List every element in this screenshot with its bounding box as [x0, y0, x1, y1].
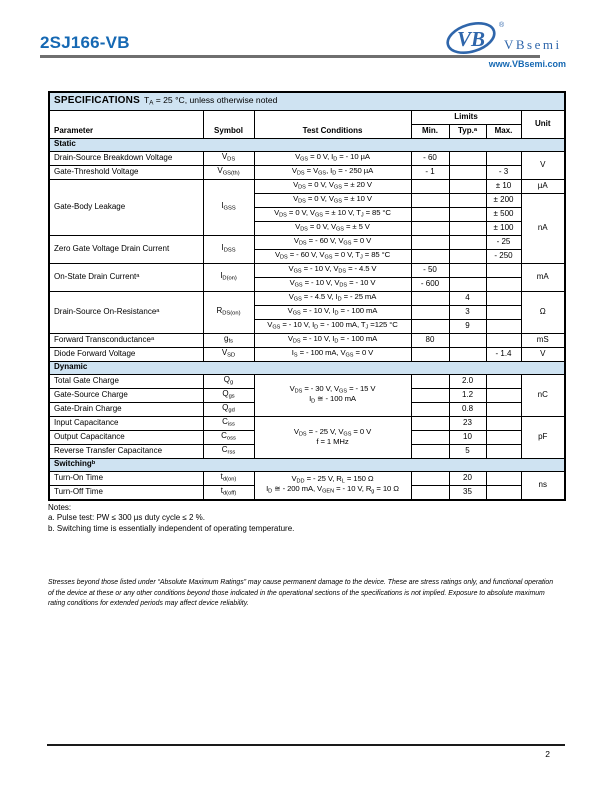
- cell-symbol: $t_{d(on)}$: [203, 471, 254, 485]
- section-row-dynamic: [49, 361, 565, 374]
- section-label: Static: [49, 138, 565, 151]
- cell-typ: [449, 179, 486, 193]
- cell-min: - 60: [411, 151, 449, 165]
- section-row-switching: [49, 458, 565, 471]
- cell-parameter: Reverse Transfer Capacitance: [49, 444, 203, 458]
- cell-conditions: $V_{DS}$ = - 25 V, $V_{GS} = 0$ V f = 1 MHz: [254, 416, 411, 458]
- cell-max: ± 100: [486, 221, 521, 235]
- cell-typ: 10: [449, 430, 486, 444]
- cell-typ: [449, 347, 486, 361]
- cell-parameter: Gate-Threshold Voltage: [49, 165, 203, 179]
- cell-max: [486, 485, 521, 500]
- cell-max: ± 500: [486, 207, 521, 221]
- cell-parameter: On-State Drain Current$^a$: [49, 263, 203, 291]
- notes-title: Notes:: [48, 502, 72, 512]
- cell-min: [411, 179, 449, 193]
- cell-conditions: $V_{DS} = 0$ V, $V_{GS}$ = ± 20 V: [254, 179, 411, 193]
- cell-unit: mS: [521, 333, 565, 347]
- cell-symbol: $V_{SD}$: [203, 347, 254, 361]
- cell-conditions: $V_{DS} = 0$ V, $V_{GS}$ = ± 10 V: [254, 193, 411, 207]
- table-title: SPECIFICATIONS: [54, 95, 140, 106]
- cell-max: [486, 430, 521, 444]
- cell-max: [486, 471, 521, 485]
- cell-min: [411, 374, 449, 388]
- cell-typ: 35: [449, 485, 486, 500]
- cell-conditions: $V_{DS} = 0$ V, $V_{GS}$ = ± 5 V: [254, 221, 411, 235]
- cell-parameter: Turn-Off Time: [49, 485, 203, 500]
- logo-monogram: VB: [457, 27, 486, 51]
- table-row: [49, 151, 565, 165]
- cell-min: [411, 388, 449, 402]
- cell-conditions: $V_{DS}$ = - 10 V, $I_D$ = - 100 mA: [254, 333, 411, 347]
- cell-unit: nC: [521, 374, 565, 416]
- cell-typ: 5: [449, 444, 486, 458]
- cell-conditions: $V_{DS} = 0$ V, $V_{GS}$ = ± 10 V, $T_J = 85$ °C: [254, 207, 411, 221]
- cell-typ: [449, 277, 486, 291]
- cell-max: [486, 319, 521, 333]
- col-header-max: Max.: [486, 124, 521, 138]
- section-label: Switching$^b$: [49, 458, 565, 471]
- table-row: [49, 416, 565, 430]
- table-row: [49, 333, 565, 347]
- cell-min: - 1: [411, 165, 449, 179]
- cell-typ: 23: [449, 416, 486, 430]
- cell-unit: V: [521, 151, 565, 179]
- cell-parameter: Gate-Body Leakage: [49, 179, 203, 235]
- cell-max: [486, 374, 521, 388]
- cell-symbol: $R_{DS(on)}$: [203, 291, 254, 333]
- cell-min: [411, 444, 449, 458]
- cell-unit: ns: [521, 471, 565, 500]
- cell-symbol: $C_{iss}$: [203, 416, 254, 430]
- cell-max: - 25: [486, 235, 521, 249]
- cell-min: [411, 471, 449, 485]
- cell-parameter: Gate-Drain Charge: [49, 402, 203, 416]
- cell-symbol: $I_{D(on)}$: [203, 263, 254, 291]
- cell-min: - 600: [411, 277, 449, 291]
- cell-symbol: $C_{rss}$: [203, 444, 254, 458]
- cell-unit: V: [521, 347, 565, 361]
- cell-min: - 50: [411, 263, 449, 277]
- cell-min: [411, 402, 449, 416]
- cell-symbol: $g_{fs}$: [203, 333, 254, 347]
- cell-max: [486, 291, 521, 305]
- cell-conditions: $V_{GS}$ = - 10 V, $I_D$ = - 100 mA, $T_J =125$ °C: [254, 319, 411, 333]
- table-subtitle: $T_A = 25$ °C, unless otherwise noted: [143, 95, 278, 107]
- cell-symbol: $Q_g$: [203, 374, 254, 388]
- cell-typ: [449, 151, 486, 165]
- col-header-test-conditions: Test Conditions: [254, 110, 411, 138]
- cell-max: [486, 402, 521, 416]
- table-row: [49, 374, 565, 388]
- cell-max: [486, 416, 521, 430]
- part-number-title: 2SJ166-VB: [40, 33, 130, 52]
- vbsemi-logo-icon: [444, 18, 568, 58]
- col-header-unit: Unit: [521, 110, 565, 138]
- note-a: a. Pulse test: PW ≤ 300 µs duty cycle ≤ 2 %.: [48, 513, 206, 523]
- cell-conditions: $V_{GS}$ = - 10 V, $V_{DS}$ = - 10 V: [254, 277, 411, 291]
- col-header-limits: Limits: [411, 110, 521, 124]
- cell-min: [411, 207, 449, 221]
- cell-typ: 4: [449, 291, 486, 305]
- cell-symbol: $V_{DS}$: [203, 151, 254, 165]
- cell-conditions: $V_{DS}$ = - 60 V, $V_{GS} = 0$ V: [254, 235, 411, 249]
- cell-parameter: Drain-Source On-Resistance$^a$: [49, 291, 203, 333]
- cell-max: [486, 277, 521, 291]
- cell-symbol: $C_{oss}$: [203, 430, 254, 444]
- cell-typ: 9: [449, 319, 486, 333]
- table-row: [49, 471, 565, 485]
- cell-parameter: Zero Gate Voltage Drain Current: [49, 235, 203, 263]
- registered-mark: ®: [499, 22, 505, 29]
- cell-max: ± 10: [486, 179, 521, 193]
- table-row: [49, 347, 565, 361]
- page-number: 2: [545, 749, 550, 759]
- note-b: b. Switching time is essentially independent of operating temperature.: [48, 523, 295, 533]
- cell-typ: 20: [449, 471, 486, 485]
- cell-symbol: $V_{GS(th)}$: [203, 165, 254, 179]
- table-title-row: [49, 92, 565, 110]
- cell-symbol: $Q_{gd}$: [203, 402, 254, 416]
- col-header-min: Min.: [411, 124, 449, 138]
- cell-parameter: Diode Forward Voltage: [49, 347, 203, 361]
- cell-conditions: $V_{GS} = 0$ V, $I_D$ = - 10 µA: [254, 151, 411, 165]
- cell-min: [411, 319, 449, 333]
- table-row: [49, 165, 565, 179]
- cell-conditions: $V_{GS}$ = - 10 V, $I_D$ = - 100 mA: [254, 305, 411, 319]
- cell-max: [486, 151, 521, 165]
- cell-parameter: Input Capacitance: [49, 416, 203, 430]
- cell-max: [486, 333, 521, 347]
- cell-max: - 1.4: [486, 347, 521, 361]
- cell-max: - 3: [486, 165, 521, 179]
- cell-min: [411, 221, 449, 235]
- section-row-static: [49, 138, 565, 151]
- cell-min: [411, 416, 449, 430]
- cell-conditions: $V_{GS}$ = - 4.5 V, $I_D$ = - 25 mA: [254, 291, 411, 305]
- cell-typ: [449, 207, 486, 221]
- cell-max: [486, 263, 521, 277]
- cell-min: [411, 347, 449, 361]
- cell-max: [486, 388, 521, 402]
- column-header-row: [49, 110, 565, 124]
- footer-divider: [47, 744, 565, 746]
- table-row: [49, 179, 565, 193]
- table-title-cell: [49, 92, 565, 110]
- cell-symbol: $I_{DSS}$: [203, 235, 254, 263]
- cell-unit: pF: [521, 416, 565, 458]
- cell-parameter: Total Gate Charge: [49, 374, 203, 388]
- cell-typ: 0.8: [449, 402, 486, 416]
- cell-min: [411, 430, 449, 444]
- spec-section: [48, 91, 566, 616]
- cell-typ: [449, 221, 486, 235]
- cell-parameter: Drain-Source Breakdown Voltage: [49, 151, 203, 165]
- cell-max: ± 200: [486, 193, 521, 207]
- cell-typ: [449, 165, 486, 179]
- cell-unit: µA: [521, 179, 565, 193]
- cell-conditions: $V_{DD}$ = - 25 V, $R_L = 150$ Ω $I_D$ ≅ - 200 mA, $V_{GEN}$ = - 10 V, $R_g = 10$ Ω: [254, 471, 411, 500]
- col-header-parameter: Parameter: [49, 110, 203, 138]
- cell-symbol: $I_{GSS}$: [203, 179, 254, 235]
- cell-unit: Ω: [521, 291, 565, 333]
- cell-min: 80: [411, 333, 449, 347]
- disclaimer-text: Stresses beyond those listed under “Absolute Maximum Ratings” may cause permanent damage to the device. These are stress ratings only, and functional operation of the device at these or any other conditions beyond those indicated in the operational sections of the specifications is not implied. Exposure to absolute maximum rating conditions for extended periods may affect device reliability.: [48, 579, 554, 607]
- section-label: Dynamic: [49, 361, 565, 374]
- cell-min: [411, 193, 449, 207]
- cell-parameter: Forward Transconductance$^a$: [49, 333, 203, 347]
- cell-conditions: $V_{DS} = V_{GS}$, $I_D$ = - 250 µA: [254, 165, 411, 179]
- cell-symbol: $Q_{gs}$: [203, 388, 254, 402]
- cell-typ: [449, 193, 486, 207]
- col-header-symbol: Symbol: [203, 110, 254, 138]
- cell-min: [411, 291, 449, 305]
- table-row: [49, 263, 565, 277]
- cell-typ: 2.0: [449, 374, 486, 388]
- cell-typ: [449, 235, 486, 249]
- cell-parameter: Output Capacitance: [49, 430, 203, 444]
- cell-typ: 3: [449, 305, 486, 319]
- cell-typ: [449, 333, 486, 347]
- cell-unit: mA: [521, 263, 565, 291]
- table-row: [49, 291, 565, 305]
- table-row: [49, 235, 565, 249]
- cell-typ: [449, 249, 486, 263]
- cell-max: - 250: [486, 249, 521, 263]
- cell-parameter: Gate-Source Charge: [49, 388, 203, 402]
- cell-min: [411, 235, 449, 249]
- cell-parameter: Turn-On Time: [49, 471, 203, 485]
- cell-min: [411, 485, 449, 500]
- cell-conditions: $I_S$ = - 100 mA, $V_{GS} = 0$ V: [254, 347, 411, 361]
- col-header-typ: Typ.$^a$: [449, 124, 486, 138]
- cell-typ: 1.2: [449, 388, 486, 402]
- cell-max: [486, 444, 521, 458]
- cell-min: [411, 249, 449, 263]
- notes-block: [48, 503, 566, 535]
- logo-text: VBsemi: [504, 37, 562, 52]
- cell-conditions: $V_{GS}$ = - 10 V, $V_{DS}$ = - 4.5 V: [254, 263, 411, 277]
- cell-conditions: $V_{DS}$ = - 30 V, $V_{GS}$ = - 15 V $I_D$ ≅ - 100 mA: [254, 374, 411, 416]
- cell-max: [486, 305, 521, 319]
- specifications-table: [48, 91, 566, 501]
- cell-unit: nA: [521, 193, 565, 263]
- cell-min: [411, 305, 449, 319]
- website-url: www.VBsemi.com: [488, 59, 566, 69]
- cell-typ: [449, 263, 486, 277]
- cell-conditions: $V_{DS}$ = - 60 V, $V_{GS} = 0$ V, $T_J = 85$ °C: [254, 249, 411, 263]
- cell-symbol: $t_{d(off)}$: [203, 485, 254, 500]
